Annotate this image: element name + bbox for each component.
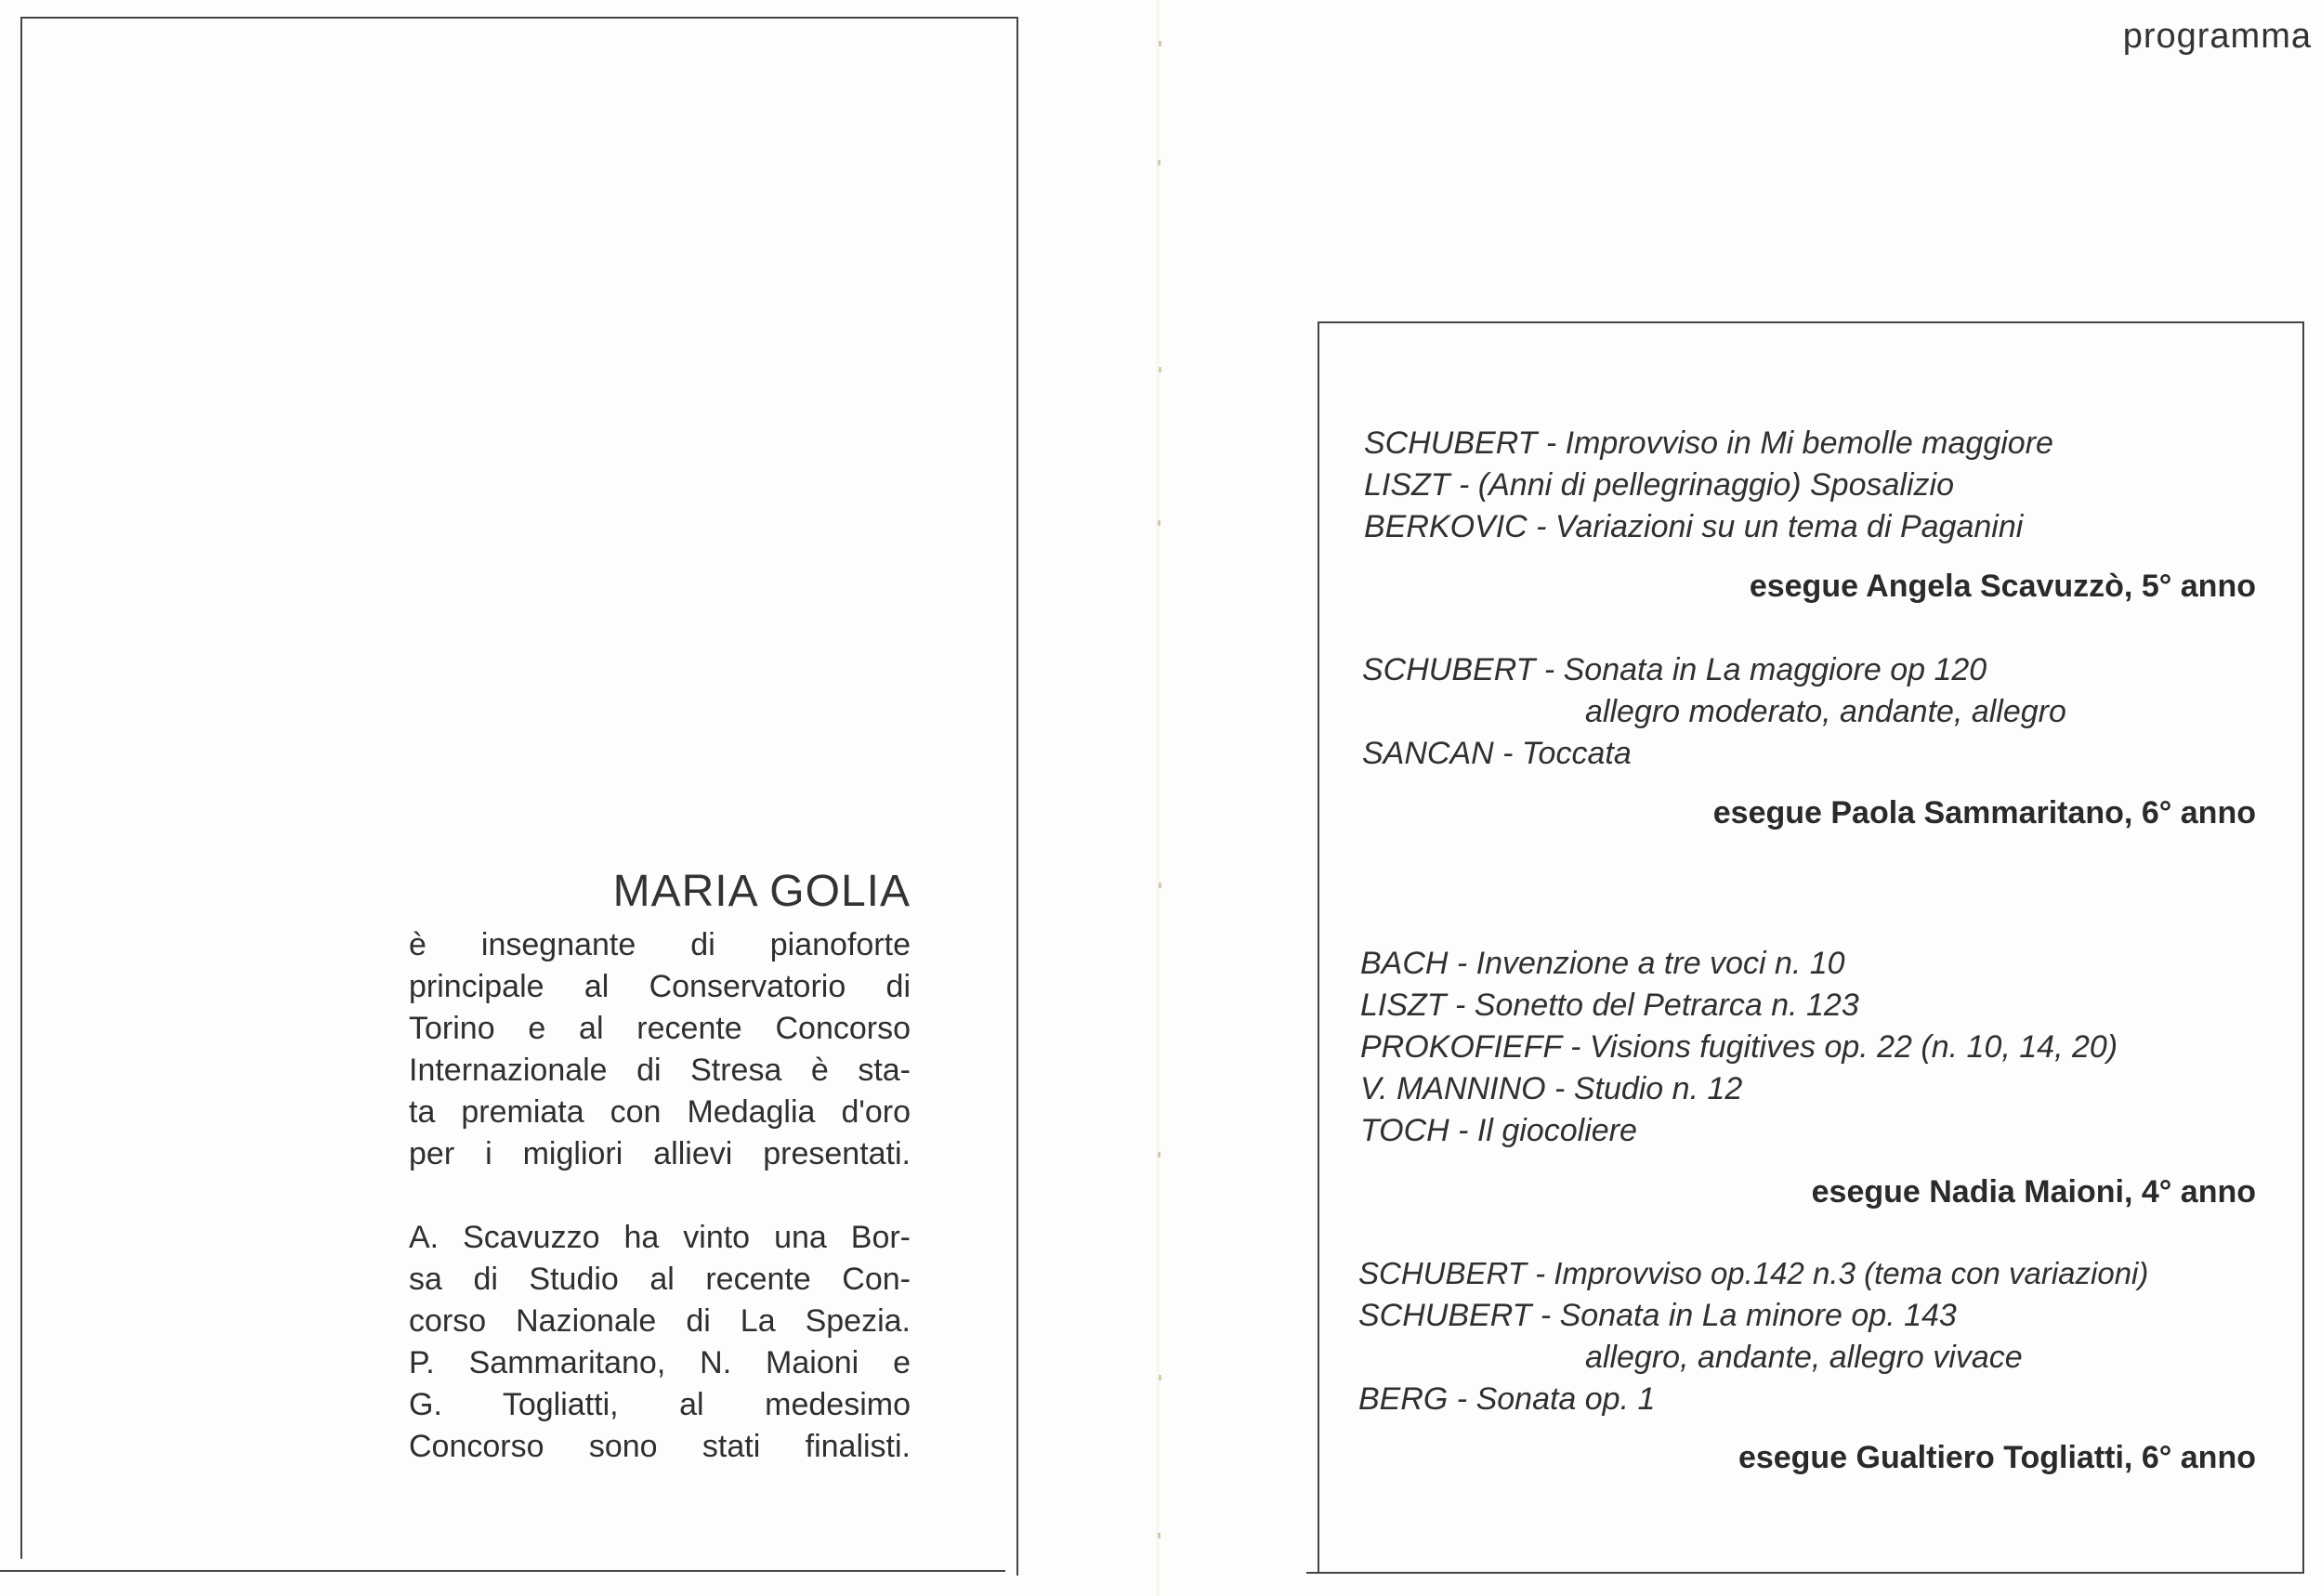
left-frame-right-rule	[1016, 17, 1018, 1576]
program-item: PROKOFIEFF - Visions fugitives op. 22 (n. 10, 14, 20)	[1360, 1029, 2118, 1065]
program-item-movements: allegro moderato, andante, allegro	[1585, 694, 2066, 729]
note-line: corso Nazionale di La Spezia.	[409, 1303, 911, 1339]
program-item: SANCAN - Toccata	[1362, 736, 1632, 771]
paper-speck	[1159, 367, 1161, 373]
note-line: A. Scavuzzo ha vinto una Bor-	[409, 1220, 911, 1255]
bio-line: ta premiata con Medaglia d'oro	[409, 1094, 911, 1130]
program-frame-bottom-rule	[1306, 1572, 2304, 1574]
paper-speck	[1159, 41, 1161, 46]
program-item: TOCH - Il giocoliere	[1360, 1113, 1637, 1148]
note-line: P. Sammaritano, N. Maioni e	[409, 1345, 911, 1380]
paper-speck	[1158, 1533, 1160, 1538]
bio-line: principale al Conservatorio di	[409, 969, 911, 1004]
paper-speck	[1159, 1375, 1161, 1380]
note-line: G. Togliatti, al medesimo	[409, 1387, 911, 1422]
performer-line: esegue Gualtiero Togliatti, 6° anno	[1737, 1440, 2256, 1475]
program-item: SCHUBERT - Improvviso op.142 n.3 (tema con variazioni)	[1358, 1256, 2149, 1290]
program-frame-right-rule	[2302, 321, 2304, 1574]
program-frame-top-rule	[1318, 321, 2304, 323]
bio-line: Torino e al recente Concorso	[409, 1011, 911, 1046]
paper-speck	[1158, 520, 1160, 526]
note-line: Concorso sono stati finalisti.	[409, 1429, 911, 1464]
teacher-name: MARIA GOLIA	[612, 867, 911, 916]
program-item: V. MANNINO - Studio n. 12	[1360, 1071, 1743, 1106]
performer-line: esegue Nadia Maioni, 4° anno	[1811, 1174, 2256, 1210]
program-item-movements: allegro, andante, allegro vivace	[1585, 1340, 2023, 1375]
left-frame-top-rule	[20, 17, 1018, 19]
left-frame-bottom-rule	[0, 1570, 1005, 1572]
program-frame-left-rule	[1318, 321, 1319, 1574]
paper-speck	[1158, 1152, 1160, 1158]
program-item: BERG - Sonata op. 1	[1358, 1381, 1656, 1417]
note-line: sa di Studio al recente Con-	[409, 1262, 911, 1297]
program-item: BACH - Invenzione a tre voci n. 10	[1360, 946, 1845, 981]
programma-label: programma	[2122, 17, 2312, 56]
program-item: SCHUBERT - Sonata in La minore op. 143	[1358, 1298, 1957, 1333]
bio-line: è insegnante di pianoforte	[409, 927, 911, 962]
program-item: SCHUBERT - Improvviso in Mi bemolle maggiore	[1364, 425, 2053, 461]
bio-line: Internazionale di Stresa è sta-	[409, 1053, 911, 1088]
page-fold	[1155, 0, 1160, 1596]
program-item: LISZT - (Anni di pellegrinaggio) Sposalizio	[1364, 467, 1954, 503]
program-item: SCHUBERT - Sonata in La maggiore op 120	[1362, 652, 1987, 687]
performer-line: esegue Angela Scavuzzò, 5° anno	[1749, 569, 2256, 604]
paper-speck	[1159, 883, 1161, 888]
bio-line: per i migliori allievi presentati.	[409, 1136, 911, 1171]
left-frame-left-rule	[20, 17, 22, 1559]
performer-line: esegue Paola Sammaritano, 6° anno	[1712, 795, 2256, 831]
paper-speck	[1158, 160, 1160, 165]
program-item: BERKOVIC - Variazioni su un tema di Paganini	[1364, 509, 2024, 544]
program-item: LISZT - Sonetto del Petrarca n. 123	[1360, 988, 1859, 1023]
